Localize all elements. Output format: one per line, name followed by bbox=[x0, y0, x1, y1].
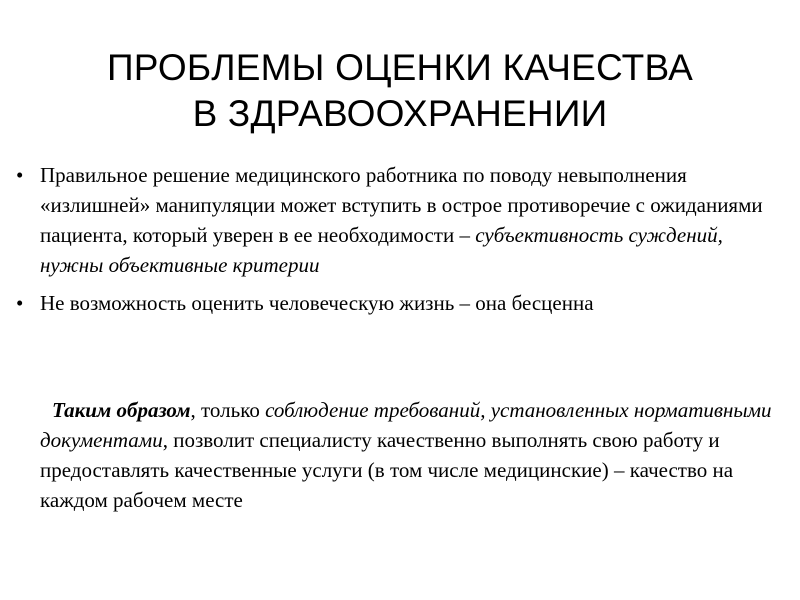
bullet-list bbox=[10, 160, 785, 318]
conclusion-text-1: , только bbox=[190, 398, 266, 422]
slide-title-line-2: В ЗДРАВООХРАНЕНИИ bbox=[192, 92, 608, 134]
conclusion-italic-text: соблюдение требований, установленных нормативными документами bbox=[40, 398, 772, 452]
slide-title-line-1: ПРОБЛЕМЫ ОЦЕНКИ КАЧЕСТВА bbox=[106, 46, 693, 88]
bullet-item-1 bbox=[10, 160, 785, 280]
bullet-marker: • bbox=[16, 163, 24, 187]
bullet-marker: • bbox=[16, 291, 24, 315]
slide-title bbox=[20, 45, 780, 137]
bullet-item-2 bbox=[10, 288, 785, 318]
conclusion-emphasis: Таким образом bbox=[52, 398, 191, 422]
conclusion-text-2: , позволит специалисту качественно выполнять свою работу и предоставлять качественные услуги (в том числе медицинские) – качество на каждом рабочем месте bbox=[40, 428, 734, 512]
bullet-1-italic-text: субъективность суждений, нужны объективные критерии bbox=[40, 223, 723, 277]
bullet-1-text: Правильное решение медицинского работника по поводу невыполнения «излишней» манипуляции может вступить в острое противоречие с ожиданиями пациента, который уверен в ее необходимости – bbox=[40, 163, 763, 247]
bullet-2-text: Не возможность оценить человеческую жизнь – она бесценна bbox=[40, 291, 594, 315]
conclusion-paragraph bbox=[40, 395, 790, 515]
